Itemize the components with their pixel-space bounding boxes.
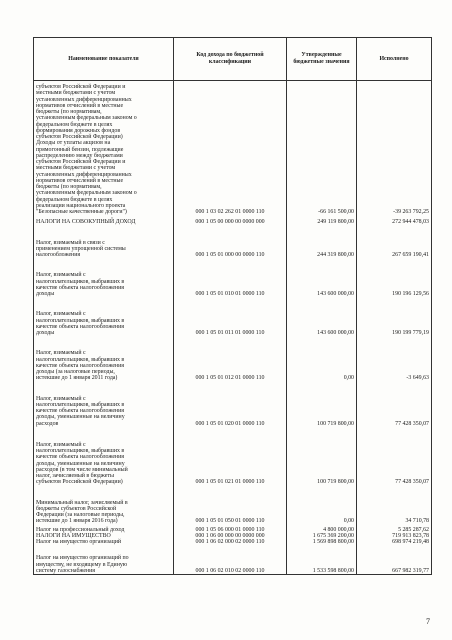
- row-executed-cell: 667 982 319,77: [357, 545, 432, 574]
- table-row: [34, 382, 432, 427]
- row-code-cell: 000 1 03 02 262 01 0000 110: [174, 81, 287, 216]
- header-executed: Исполнено: [357, 38, 432, 81]
- row-approved-cell: -66 161 500,00: [287, 81, 357, 216]
- row-approved-cell: 249 119 800,00: [287, 215, 357, 225]
- row-executed-cell: 77 428 350,07: [357, 427, 432, 486]
- row-code-cell: 000 1 06 02 010 02 0000 110: [174, 545, 287, 574]
- table-row: [34, 226, 432, 259]
- row-name-cell: Налог, взимаемый с налогоплательщиков, выбравших в качестве объекта налогообложения доходы (за налоговые периоды, истекшие до 1 января 2011 года): [34, 336, 174, 381]
- row-approved-cell: 100 719 800,00: [287, 382, 357, 427]
- row-approved-cell: 1 569 898 800,00: [287, 539, 357, 545]
- row-code-cell: 000 1 05 01 011 01 0000 110: [174, 297, 287, 336]
- row-executed-cell: 190 199 779,19: [357, 297, 432, 336]
- row-code-cell: 000 1 05 06 000 01 0000 110: [174, 525, 287, 533]
- header-approved: Утвержденные бюджетные значения: [287, 38, 357, 81]
- row-name-cell: Налог, взимаемый с налогоплательщиков, выбравших в качестве объекта налогообложения доходы: [34, 297, 174, 336]
- row-code-cell: 000 1 05 01 012 01 0000 110: [174, 336, 287, 381]
- row-name-cell: НАЛОГИ НА СОВОКУПНЫЙ ДОХОД: [34, 215, 174, 225]
- row-name-cell: НАЛОГИ НА ИМУЩЕСТВО: [34, 533, 174, 539]
- table-row: [34, 486, 432, 525]
- row-executed-cell: 190 196 129,56: [357, 258, 432, 297]
- row-code-cell: 000 1 05 01 050 01 0000 110: [174, 486, 287, 525]
- row-approved-cell: 0,00: [287, 336, 357, 381]
- header-name: Наименование показателя: [34, 38, 174, 81]
- row-approved-cell: 4 800 000,00: [287, 525, 357, 533]
- row-executed-cell: 5 285 287,62: [357, 525, 432, 533]
- row-name-cell: Минимальный налог, зачисляемый в бюджеты субъектов Российской Федерации (за налоговые периоды, истекшие до 1 января 2016 года): [34, 486, 174, 525]
- row-executed-cell: -3 649,63: [357, 336, 432, 381]
- row-approved-cell: 143 600 000,00: [287, 258, 357, 297]
- row-executed-cell: 267 659 190,41: [357, 226, 432, 259]
- row-code-cell: 000 1 06 02 000 02 0000 110: [174, 539, 287, 545]
- row-executed-cell: 77 428 350,07: [357, 382, 432, 427]
- row-name-cell: Налог на имущество организаций по имуществу, не входящему в Единую систему газоснабжения: [34, 545, 174, 574]
- table-row: [34, 525, 432, 533]
- row-code-cell: 000 1 05 01 020 01 0000 110: [174, 382, 287, 427]
- row-executed-cell: 34 710,78: [357, 486, 432, 525]
- row-code-cell: 000 1 06 00 000 00 0000 000: [174, 533, 287, 539]
- row-approved-cell: 143 600 000,00: [287, 297, 357, 336]
- revenue-table: [33, 37, 432, 575]
- table-row: [34, 427, 432, 486]
- table-row: [34, 545, 432, 574]
- row-approved-cell: 244 319 800,00: [287, 226, 357, 259]
- row-approved-cell: 1 533 598 800,00: [287, 545, 357, 574]
- row-executed-cell: 272 944 478,03: [357, 215, 432, 225]
- row-name-cell: Налог на имущество организаций: [34, 539, 174, 545]
- table-row: [34, 297, 432, 336]
- row-code-cell: 000 1 05 00 000 00 0000 000: [174, 215, 287, 225]
- row-executed-cell: 698 974 219,48: [357, 539, 432, 545]
- row-approved-cell: 1 675 369 200,00: [287, 533, 357, 539]
- page-number: 7: [426, 617, 430, 626]
- row-code-cell: 000 1 05 01 010 01 0000 110: [174, 258, 287, 297]
- row-name-cell: Налог, взимаемый с налогоплательщиков, выбравших в качестве объекта налогообложения доходы: [34, 258, 174, 297]
- row-name-cell: субъектов Российской Федерации и местными бюджетами с учетом установленных дифференцированных нормативов отчислений в местные бюджеты (по нормативам, установленным федеральным законом о федеральном бюджете в целях формирования дорожных фондов субъектов Российской Федерации) Доходы от уплаты акцизов на прямогонный бензин, подлежащие распределению между бюджетами субъектов Российской Федерации и местными бюджетами с учетом установленных дифференцированных нормативов отчислений в местные бюджеты (по нормативам, установленным федеральным законом о федеральном бюджете в целях реализации национального проекта "Безопасные качественные дороги"): [34, 81, 174, 216]
- row-code-cell: 000 1 05 01 021 01 0000 110: [174, 427, 287, 486]
- table-row: [34, 81, 432, 216]
- table-row: [34, 336, 432, 381]
- row-name-cell: Налог на профессиональный доход: [34, 525, 174, 533]
- table-row: [34, 258, 432, 297]
- row-approved-cell: 0,00: [287, 486, 357, 525]
- row-executed-cell: 719 913 823,78: [357, 533, 432, 539]
- row-name-cell: Налог, взимаемый с налогоплательщиков, выбравших в качестве объекта налогообложения доходы, уменьшенные на величину расходов (в том числе минимальный налог, зачисляемый в бюджеты субъектов Российской Федерации): [34, 427, 174, 486]
- table-header-row: [34, 38, 432, 81]
- table-row: [34, 215, 432, 225]
- header-code: Код дохода по бюджетной классификации: [174, 38, 287, 81]
- row-code-cell: 000 1 05 01 000 00 0000 110: [174, 226, 287, 259]
- row-name-cell: Налог, взимаемый с налогоплательщиков, выбравших в качестве объекта налогообложения доходы, уменьшенные на величину расходов: [34, 382, 174, 427]
- row-approved-cell: 100 719 800,00: [287, 427, 357, 486]
- row-executed-cell: -39 263 792,25: [357, 81, 432, 216]
- row-name-cell: Налог, взимаемый в связи с применением упрощенной системы налогообложения: [34, 226, 174, 259]
